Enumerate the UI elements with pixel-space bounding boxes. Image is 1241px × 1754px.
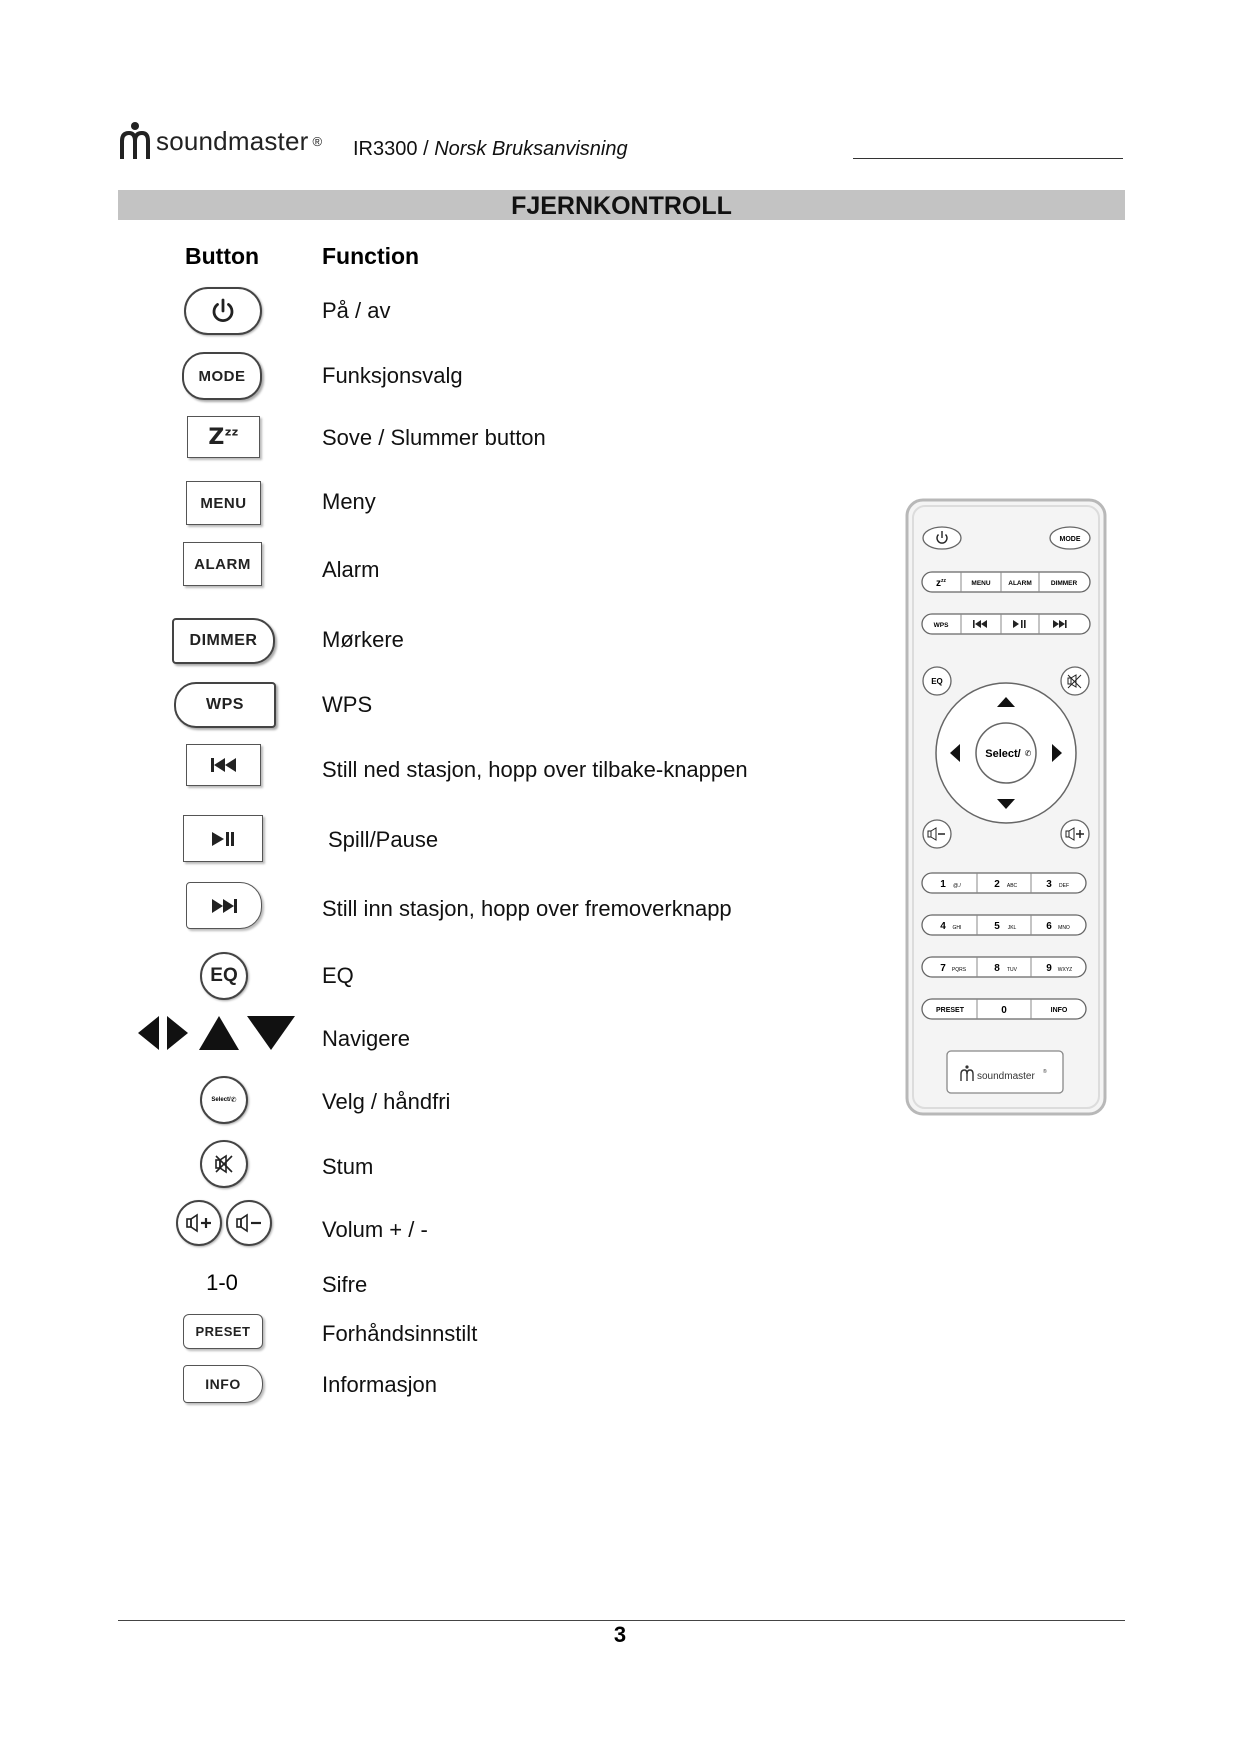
function-alarm: Alarm — [322, 557, 380, 582]
remote-key-5-letters: JKL — [1007, 925, 1017, 931]
function-digits: Sifre — [322, 1272, 368, 1297]
remote-key-1-letters: @./ — [953, 883, 961, 889]
function-wps: WPS — [322, 692, 373, 717]
function-select: Velg / håndfri — [322, 1089, 451, 1114]
remote-dimmer-label: DIMMER — [1050, 580, 1078, 587]
function-preset: Forhåndsinnstilt — [322, 1321, 478, 1346]
menu-button-image: MENU — [186, 481, 261, 525]
alarm-button-image: ALARM — [183, 542, 262, 586]
page-number: 3 — [613, 1622, 627, 1647]
function-sleep: Sove / Slummer button — [322, 425, 546, 450]
skip-back-icon — [209, 757, 239, 773]
remote-volume-down-button — [923, 820, 951, 848]
remote-key-1: 1 — [940, 879, 946, 890]
select-button-image — [200, 1076, 248, 1124]
sleep-button-image — [187, 416, 260, 458]
dimmer-button-image: DIMMER — [172, 618, 275, 664]
wps-button-image: WPS — [174, 682, 276, 728]
remote-info-label: INFO — [1050, 1007, 1068, 1014]
volume-up-button-image — [176, 1200, 222, 1246]
function-info: Informasjon — [322, 1372, 437, 1397]
function-volume: Volum + / - — [322, 1217, 428, 1242]
skip-forward-button-image — [186, 882, 262, 929]
function-mute: Stum — [322, 1154, 374, 1179]
skip-forward-icon — [209, 898, 239, 914]
remote-brand-registered-mark: ® — [1043, 1069, 1047, 1075]
header-rule — [853, 158, 1123, 159]
remote-key-9-letters: WXYZ — [1057, 967, 1073, 973]
sleep-z-letter: Z — [208, 424, 225, 450]
brand-name: soundmaster — [156, 125, 309, 156]
select-label: Select/ — [211, 1097, 231, 1103]
remote-key-8-letters: TUV — [1007, 967, 1017, 973]
remote-eq-label: EQ — [931, 677, 943, 686]
remote-key-7: 7 — [940, 963, 946, 974]
remote-mode-label: MODE — [1059, 536, 1081, 543]
soundmaster-logo-icon — [119, 121, 151, 161]
document-reference — [353, 138, 628, 161]
remote-sleep-icon: $z^{zz}$ — [936, 578, 946, 589]
remote-key-4: 4 — [940, 921, 946, 932]
remote-key-7-letters: PQRS — [951, 967, 967, 973]
volume-buttons-image — [176, 1200, 272, 1246]
power-icon — [210, 298, 236, 324]
remote-brand-name: soundmaster — [977, 1071, 1035, 1082]
digits-label: 1-0 — [206, 1270, 238, 1295]
remote-alarm-label: ALARM — [1008, 580, 1032, 587]
play-pause-button-image — [183, 815, 263, 862]
mode-button-image: MODE — [182, 352, 262, 400]
eq-button-image: EQ — [200, 952, 248, 1000]
remote-select-label: Select/ — [985, 748, 1021, 760]
skip-back-button-image — [186, 744, 261, 786]
footer-rule — [118, 1620, 1125, 1621]
column-header-function: Function — [322, 243, 420, 269]
remote-key-2: 2 — [994, 879, 1000, 890]
remote-key-4-letters: GHI — [952, 925, 962, 931]
volume-up-icon — [185, 1213, 213, 1233]
remote-key-3: 3 — [1046, 879, 1052, 890]
function-mode: Funksjonsvalg — [322, 363, 463, 388]
remote-handsfree-icon: ✆ — [1024, 749, 1032, 758]
remote-key-6: 6 — [1046, 921, 1052, 932]
section-title: FJERNKONTROLL — [511, 192, 732, 220]
navigation-arrows-icon — [135, 1012, 297, 1054]
column-header-button: Button — [185, 243, 260, 269]
function-menu: Meny — [322, 489, 376, 514]
remote-key-5: 5 — [994, 921, 1000, 932]
remote-key-0: 0 — [1001, 1005, 1007, 1016]
function-power: På / av — [322, 298, 391, 323]
power-button-image — [184, 287, 262, 335]
function-navigate: Navigere — [322, 1026, 411, 1051]
model-number: IR3300 — [353, 138, 418, 160]
handsfree-phone-icon: ✆ — [230, 1097, 237, 1104]
function-play-pause: Spill/Pause — [328, 827, 439, 852]
preset-button-image: PRESET — [183, 1314, 263, 1349]
model-separator: / — [423, 138, 429, 160]
remote-key-3-letters: DEF — [1059, 883, 1069, 889]
play-pause-icon — [210, 831, 236, 847]
mute-button-image — [200, 1140, 248, 1188]
function-skip-back: Still ned stasjon, hopp over tilbake-knappen — [322, 757, 748, 782]
remote-key-2-letters: ABC — [1006, 883, 1018, 889]
sleep-zzz-icon: $Z^{zz}$ — [208, 424, 239, 450]
remote-control-illustration — [905, 498, 1107, 1116]
navigation-arrows-image — [135, 1012, 297, 1054]
function-dimmer: Mørkere — [322, 627, 404, 652]
volume-down-icon — [235, 1213, 263, 1233]
remote-volume-up-button — [1061, 820, 1089, 848]
manual-language-title: Norsk Bruksanvisning — [434, 138, 628, 160]
remote-key-8: 8 — [994, 963, 1000, 974]
info-button-image: INFO — [183, 1365, 263, 1403]
function-eq: EQ — [322, 963, 354, 988]
function-skip-forward: Still inn stasjon, hopp over fremoverknapp — [322, 896, 732, 921]
remote-key-6-letters: MNO — [1058, 925, 1070, 931]
brand-registered-mark: ® — [312, 133, 323, 149]
volume-down-button-image — [226, 1200, 272, 1246]
remote-wps-label: WPS — [933, 622, 949, 629]
remote-menu-label: MENU — [971, 580, 991, 587]
remote-key-9: 9 — [1046, 963, 1052, 974]
remote-preset-label: PRESET — [935, 1007, 965, 1014]
mute-icon — [213, 1153, 235, 1175]
